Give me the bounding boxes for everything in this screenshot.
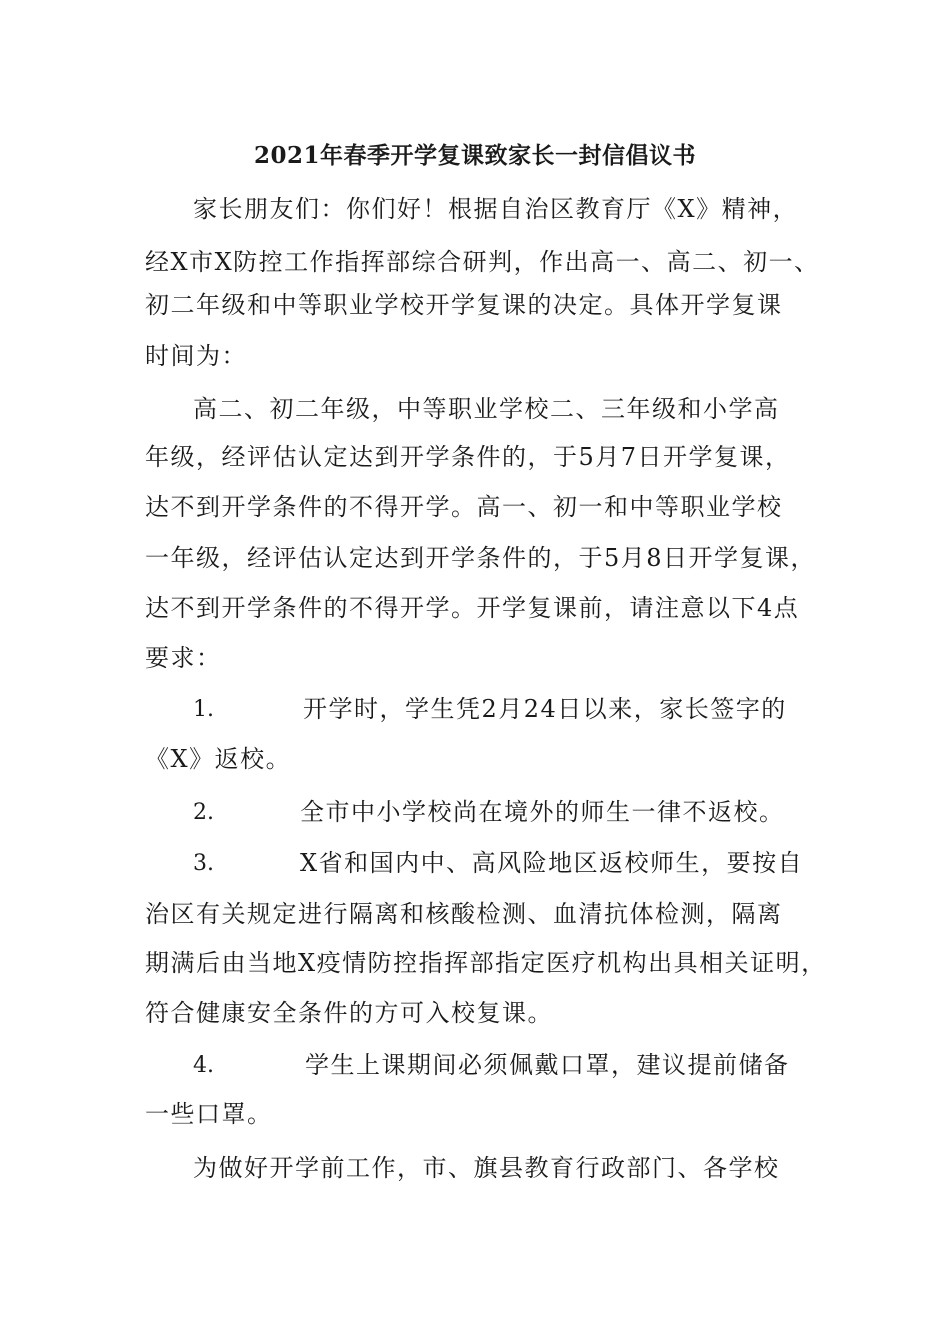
paragraph-line: 达不到开学条件的不得开学。高一、初一和中等职业学校 (145, 493, 783, 521)
list-item-number: 2. (193, 800, 214, 825)
paragraph-line: 年级，经评估认定达到开学条件的，于5月7日开学复课， (145, 443, 791, 471)
list-item-text: 符合健康安全条件的方可入校复课。 (145, 999, 553, 1027)
paragraph-line: 为做好开学前工作，市、旗县教育行政部门、各学校 (193, 1154, 780, 1182)
list-item-text: 全市中小学校尚在境外的师生一律不返校。 (300, 798, 785, 826)
list-item-text: 治区有关规定进行隔离和核酸检测、血清抗体检测，隔离 (145, 900, 783, 928)
list-item-text: X省和国内中、高风险地区返校师生，要按自 (300, 849, 804, 877)
paragraph-line: 一年级，经评估认定达到开学条件的，于5月8日开学复课， (145, 544, 817, 572)
list-item-text: 《X》返校。 (145, 745, 292, 773)
list-item-number: 4. (193, 1053, 214, 1078)
list-item-text: 期满后由当地X疫情防控指挥部指定医疗机构出具相关证明， (145, 949, 827, 977)
paragraph-line: 经X市X防控工作指挥部综合研判，作出高一、高二、初一、 (145, 248, 820, 276)
list-item-text: 开学时，学生凭2月24日以来，家长签字的 (303, 695, 787, 723)
paragraph-line: 初二年级和中等职业学校开学复课的决定。具体开学复课 (145, 291, 783, 319)
list-item-number: 1. (193, 697, 214, 722)
paragraph-line: 达不到开学条件的不得开学。开学复课前，请注意以下4点 (145, 594, 800, 622)
list-item-text: 学生上课期间必须佩戴口罩，建议提前储备 (305, 1051, 790, 1079)
paragraph-line: 时间为： (145, 342, 247, 370)
list-item-text: 一些口罩。 (145, 1100, 273, 1128)
paragraph-line: 高二、初二年级，中等职业学校二、三年级和小学高 (193, 395, 780, 423)
document-title: 2021年春季开学复课致家长一封信倡议书 (253, 142, 696, 169)
paragraph-line: 要求： (145, 644, 222, 672)
list-item-number: 3. (193, 851, 214, 876)
paragraph-line: 家长朋友们：你们好！根据自治区教育厅《X》精神， (193, 195, 799, 223)
